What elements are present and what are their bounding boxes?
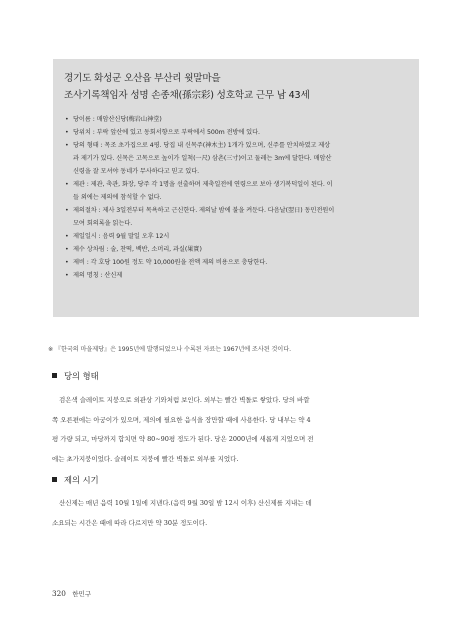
info-list-item-line: 신령을 잘 모셔야 동네가 무사하다고 믿고 있다.	[73, 168, 200, 175]
section-heading-ritual-time	[52, 474, 99, 486]
info-list-item-line: 제비 : 각 호당 100원 정도 약 10,000원을 전액 제의 비용으로 충당한다.	[73, 259, 268, 266]
info-list-item-line: 제일일시 : 음력 9월 말일 오후 12시	[73, 233, 170, 240]
footnote: ※ 『한국의 마을제당』은 1995년에 발행되었으나 수록된 자료는 1967년에 조사된 것이다.	[48, 346, 291, 353]
page-footer	[52, 589, 91, 598]
info-list-item	[64, 256, 409, 269]
info-list-item-line: 들 외에는 제의에 참석할 수 없다.	[73, 194, 162, 201]
paragraph-line: 평 가량 되고, 마당까지 합치면 약 80~90평 정도가 된다. 당은 2000년에 새롭게 지었으며 전	[52, 435, 314, 443]
info-list-item-line: 제수 상차림 : 술, 찬떡, 백반, 소머리, 과실(果實)	[73, 246, 202, 253]
village-info-box	[53, 59, 419, 317]
paragraph-line: 소요되는 시간은 때에 따라 다르지만 약 30분 정도이다.	[52, 518, 208, 527]
info-list-item-line: 모여 회의록을 읽는다.	[73, 220, 133, 227]
info-list-item-line: 제관 : 제관, 축관, 화장, 당주 각 1명을 선출하며 제축일전에 연령으로 보아 생기복덕일이 된다. 이	[73, 181, 333, 188]
section-heading-text: 당의 형태	[64, 371, 99, 381]
bullet-icon: •	[65, 233, 69, 240]
bullet-icon: •	[65, 129, 69, 136]
bullet-icon: •	[65, 116, 69, 123]
page-number: 320	[52, 589, 66, 598]
info-list-item	[64, 126, 409, 139]
section-paragraph-shrine-form	[52, 391, 427, 469]
paragraph-line: 에는 초가지붕이었다. 슬레이트 지붕에 빨간 벽돌로 외부를 지었다.	[52, 454, 239, 463]
info-list-item	[64, 178, 409, 204]
bullet-icon: •	[65, 207, 69, 214]
info-list-item-line: 제의 명칭 : 산신제	[73, 272, 123, 279]
bullet-icon: •	[65, 246, 69, 253]
info-list-item	[64, 204, 409, 230]
shrine-info-list	[64, 113, 409, 282]
info-list-item-line: 당의 형태 : 목조 초가집으로 4평. 당집 내 신목주(神木主) 1개가 있으며, 신주를 안치하였고 제상	[73, 142, 331, 149]
box-title-location: 경기도 화성군 오산읍 부산리 윗말마을	[64, 73, 221, 84]
section-heading-shrine-form	[52, 370, 99, 382]
info-list-item	[64, 139, 409, 178]
paragraph-line: 산신제는 매년 음력 10월 1일에 지낸다.(음력 9월 30일 밤 12시 이후) 산신제를 지내는 데	[59, 499, 312, 507]
info-list-item	[64, 230, 409, 243]
info-list-item-line: 당이름 : 매암산신당(梅岩山神堂)	[73, 116, 162, 123]
square-bullet-icon	[52, 477, 57, 482]
bullet-icon: •	[65, 272, 69, 279]
info-list-item	[64, 269, 409, 282]
section-heading-text: 제의 시기	[64, 475, 99, 485]
paragraph-line: 쪽 오른편에는 아궁이가 있으며, 제의에 필요한 음식을 장만할 때에 사용한다. 당 내부는 약 4	[52, 415, 311, 424]
info-list-item-line: 과 제기가 있다. 신목은 고목으로 높이가 일척(一尺) 삼촌(三寸)이고 둘레는 3m에 달한다. 매암산	[73, 155, 332, 162]
info-list-item-line: 당위치 : 부락 앞산에 있고 동회서향으로 부락에서 500m 전방에 있다.	[73, 129, 260, 136]
bullet-icon: •	[65, 142, 69, 149]
paragraph-line: 검은색 슬레이트 지붕으로 외관상 기와처럼 보인다. 외부는 빨간 벽돌로 쌓았다. 당의 바깥	[59, 396, 310, 404]
info-list-item	[64, 113, 409, 126]
section-paragraph-ritual-time	[52, 494, 427, 533]
square-bullet-icon	[52, 373, 57, 378]
bullet-icon: •	[65, 259, 69, 266]
bullet-icon: •	[65, 181, 69, 188]
info-list-item	[64, 243, 409, 256]
info-list-item-line: 제의절차 : 제사 3일전부터 목욕하고 근신한다. 제의날 밤에 불을 켜둔다. 다음날(翌日) 동민전원이	[73, 207, 335, 214]
book-title: 한민구	[72, 590, 92, 598]
box-title-recorder: 조사기록책임자 성명 손종채(孫宗彩) 성호학교 근무 남 43세	[64, 90, 310, 101]
